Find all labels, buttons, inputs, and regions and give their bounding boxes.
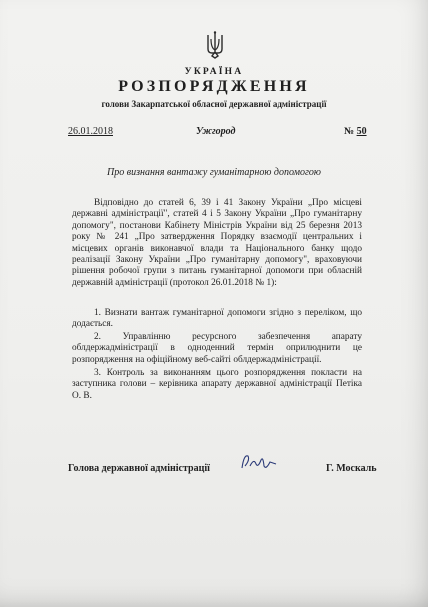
preamble-paragraph: Відповідно до статей 6, 39 і 41 Закону України „Про місцеві державні адміністрації", статей 4 і 5 Закону України „Про гуманітарну допомогу", постанови Кабінету Міністрів України від 25 березня 2013 року № 241 „Про затвердження Порядку взаємодії центральних і місцевих органів виконавчої влади та Національного банку щодо реалізації Закону України „Про гуманітарну допомогу", враховуючи рішення робочої групи з питань гуманітарної допомоги при обласній державній адміністрації (протокол 26.01.2018 № 1):: [72, 198, 362, 288]
document-date: [68, 126, 113, 137]
order-item-2: 2. Управлінню ресурсного забезпечення апарату облдержадміністрації в одноденний термін оприлюднити це розпорядження на офіційному веб-сайті облдержадміністрації.: [72, 332, 362, 365]
signatory-name: Г. Москаль: [326, 463, 377, 474]
date-value: 26.01.2018: [68, 126, 113, 137]
order-item-1: 1. Визнати вантаж гуманітарної допомоги згідно з переліком, що додається.: [72, 308, 362, 330]
document-subject: Про визнання вантажу гуманітарною допомогою: [107, 167, 321, 178]
order-item-3: 3. Контроль за виконанням цього розпорядження покласти на заступника голови – керівника апарату державної адміністрації Петіка О. В.: [72, 368, 362, 401]
country-heading: УКРАЇНА: [184, 67, 244, 77]
document-type-title: РОЗПОРЯДЖЕННЯ: [118, 78, 310, 95]
signatory-position: Голова державної адміністрації: [68, 463, 210, 474]
number-prefix: №: [344, 126, 355, 137]
number-value: 50: [356, 126, 367, 137]
document-number: [344, 126, 367, 137]
issuer-line: голови Закарпатської обласної державної адміністрації: [101, 99, 327, 109]
handwritten-signature: [236, 448, 280, 476]
trident-emblem-icon: [205, 30, 225, 60]
document-city: Ужгород: [196, 126, 236, 137]
